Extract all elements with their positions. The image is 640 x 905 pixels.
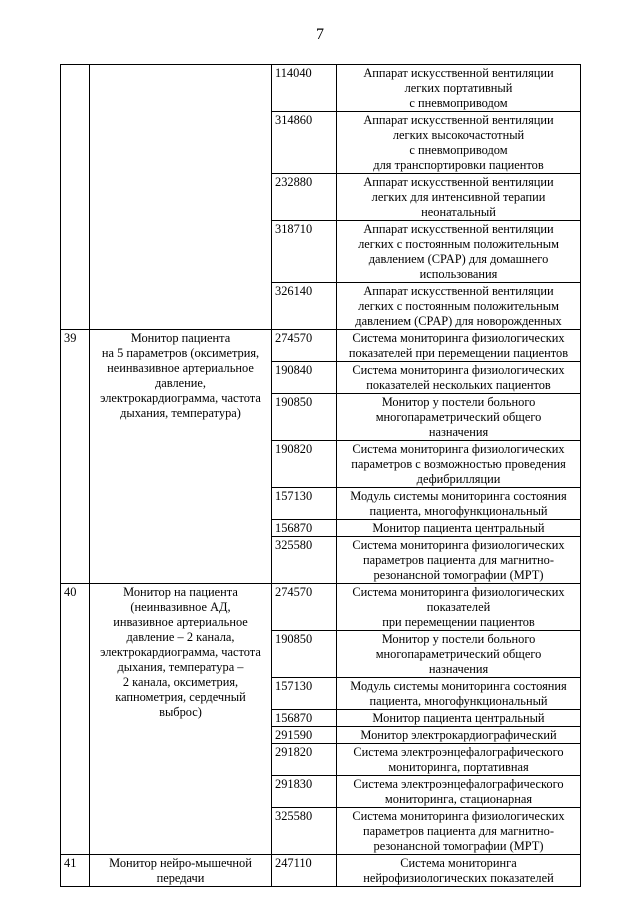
description-cell (337, 488, 581, 520)
device-name-line: капнометрия, сердечный (115, 690, 246, 704)
device-name-cell (90, 65, 272, 330)
description-line: Аппарат искусственной вентиляции (363, 284, 554, 298)
description-cell (337, 520, 581, 537)
description-cell (337, 537, 581, 584)
description-line: показателей при перемещении пациентов (348, 346, 569, 360)
device-name-line: неинвазивное артериальное (107, 361, 254, 375)
description-line: мониторинга, стационарная (384, 792, 533, 806)
code-cell: 156870 (272, 520, 337, 537)
description-cell (337, 727, 581, 744)
device-name-line: (неинвазивное АД, (130, 600, 231, 614)
description-line: показателей нескольких пациентов (366, 378, 551, 392)
description-cell (337, 631, 581, 678)
device-name-line: инвазивное артериальное (113, 615, 248, 629)
description-line: назначения (428, 425, 489, 439)
description-line: пациента, многофункциональный (369, 694, 548, 708)
description-line: с пневмоприводом (409, 143, 508, 157)
device-name-cell (90, 855, 272, 887)
description-line: Монитор пациента центральный (372, 521, 545, 535)
description-line: многопараметрический общего (375, 410, 542, 424)
description-line: Модуль системы мониторинга состояния (350, 679, 567, 693)
code-cell: 314860 (272, 112, 337, 174)
code-cell: 114040 (272, 65, 337, 112)
table-row (61, 65, 581, 112)
code-cell: 190820 (272, 441, 337, 488)
description-line: Аппарат искусственной вентиляции (363, 222, 554, 236)
description-line: Монитор электрокардиографический (360, 728, 557, 742)
code-cell: 291590 (272, 727, 337, 744)
page-number: 7 (316, 26, 324, 43)
description-line: показателей (426, 600, 491, 614)
description-cell (337, 808, 581, 855)
description-line: Система мониторинга физиологических (352, 809, 565, 823)
description-line: Модуль системы мониторинга состояния (350, 489, 567, 503)
description-line: Система мониторинга физиологических (352, 363, 565, 377)
description-cell (337, 584, 581, 631)
item-number-cell (61, 65, 90, 330)
code-cell: 325580 (272, 537, 337, 584)
table-row (61, 855, 581, 887)
description-cell (337, 65, 581, 112)
description-line: Аппарат искусственной вентиляции (363, 175, 554, 189)
description-line: для транспортировки пациентов (373, 158, 544, 172)
description-line: назначения (428, 662, 489, 676)
description-line: легких высокочастотный (392, 128, 525, 142)
description-line: Аппарат искусственной вентиляции (363, 113, 554, 127)
device-name-line: дыхания, температура – (117, 660, 244, 674)
device-name-line: дыхания, температура) (120, 406, 241, 420)
item-number-cell: 41 (61, 855, 90, 887)
code-cell: 274570 (272, 330, 337, 362)
device-name-line: на 5 параметров (оксиметрия, (101, 346, 260, 360)
description-line: давлением (CPAP) для домашнего (368, 252, 549, 266)
device-name-line: электрокардиограмма, частота (100, 645, 261, 659)
code-cell: 318710 (272, 221, 337, 283)
description-line: Аппарат искусственной вентиляции (363, 66, 554, 80)
description-line: неонатальный (421, 205, 496, 219)
device-name-line: давление, (154, 376, 207, 390)
description-line: нейрофизиологических показателей (363, 871, 554, 885)
description-line: многопараметрический общего (375, 647, 542, 661)
description-line: давлением (CPAP) для новорожденных (355, 314, 562, 328)
code-cell: 326140 (272, 283, 337, 330)
code-cell: 190850 (272, 394, 337, 441)
code-cell: 156870 (272, 710, 337, 727)
description-cell (337, 678, 581, 710)
code-cell: 190850 (272, 631, 337, 678)
device-name-line: 2 канала, оксиметрия, (122, 675, 239, 689)
description-line: Монитор у постели больного (381, 632, 536, 646)
description-cell (337, 362, 581, 394)
description-line: Монитор пациента центральный (372, 711, 545, 725)
device-name-cell (90, 584, 272, 855)
description-line: резонансной томографии (МРТ) (373, 839, 544, 853)
description-cell (337, 112, 581, 174)
code-cell: 291820 (272, 744, 337, 776)
device-name-line: Монитор на пациента (123, 585, 238, 599)
table-row (61, 584, 581, 631)
code-cell: 247110 (272, 855, 337, 887)
code-cell: 232880 (272, 174, 337, 221)
description-cell (337, 174, 581, 221)
device-name-line: давление – 2 канала, (126, 630, 235, 644)
description-line: Система электроэнцефалографического (353, 745, 564, 759)
device-name-line: выброс) (159, 705, 202, 719)
item-number-cell: 39 (61, 330, 90, 584)
device-name-line: электрокардиограмма, частота (100, 391, 261, 405)
description-line: Система мониторинга (400, 856, 517, 870)
description-line: Монитор у постели больного (381, 395, 536, 409)
description-cell (337, 221, 581, 283)
description-cell (337, 710, 581, 727)
item-number-cell: 40 (61, 584, 90, 855)
description-cell (337, 441, 581, 488)
device-name-line: Монитор пациента (130, 331, 231, 345)
description-line: Система мониторинга физиологических (352, 331, 565, 345)
equipment-table (60, 64, 581, 887)
description-line: Система электроэнцефалографического (353, 777, 564, 791)
device-name-cell (90, 330, 272, 584)
description-line: Система мониторинга физиологических (352, 442, 565, 456)
description-line: мониторинга, портативная (388, 760, 529, 774)
description-line: легких для интенсивной терапии (371, 190, 546, 204)
code-cell: 291830 (272, 776, 337, 808)
code-cell: 190840 (272, 362, 337, 394)
description-line: дефибрилляции (416, 472, 501, 486)
description-line: Система мониторинга физиологических (352, 538, 565, 552)
description-cell (337, 283, 581, 330)
code-cell: 325580 (272, 808, 337, 855)
device-name-line: Монитор нейро-мышечной (109, 856, 252, 870)
description-cell (337, 744, 581, 776)
code-cell: 274570 (272, 584, 337, 631)
description-line: резонансной томографии (МРТ) (373, 568, 544, 582)
description-line: легких с постоянным положительным (358, 237, 559, 251)
description-line: Система мониторинга физиологических (352, 585, 565, 599)
code-cell: 157130 (272, 488, 337, 520)
code-cell: 157130 (272, 678, 337, 710)
description-line: с пневмоприводом (409, 96, 508, 110)
description-line: легких портативный (404, 81, 513, 95)
description-cell (337, 776, 581, 808)
description-line: параметров пациента для магнитно- (362, 824, 554, 838)
description-line: параметров пациента для магнитно- (362, 553, 554, 567)
table-row (61, 330, 581, 362)
description-cell (337, 394, 581, 441)
description-line: использования (419, 267, 498, 281)
description-line: легких с постоянным положительным (358, 299, 559, 313)
description-line: пациента, многофункциональный (369, 504, 548, 518)
description-cell (337, 330, 581, 362)
description-line: параметров с возможностью проведения (351, 457, 566, 471)
device-name-line: передачи (156, 871, 205, 885)
description-line: при перемещении пациентов (382, 615, 535, 629)
description-cell (337, 855, 581, 887)
